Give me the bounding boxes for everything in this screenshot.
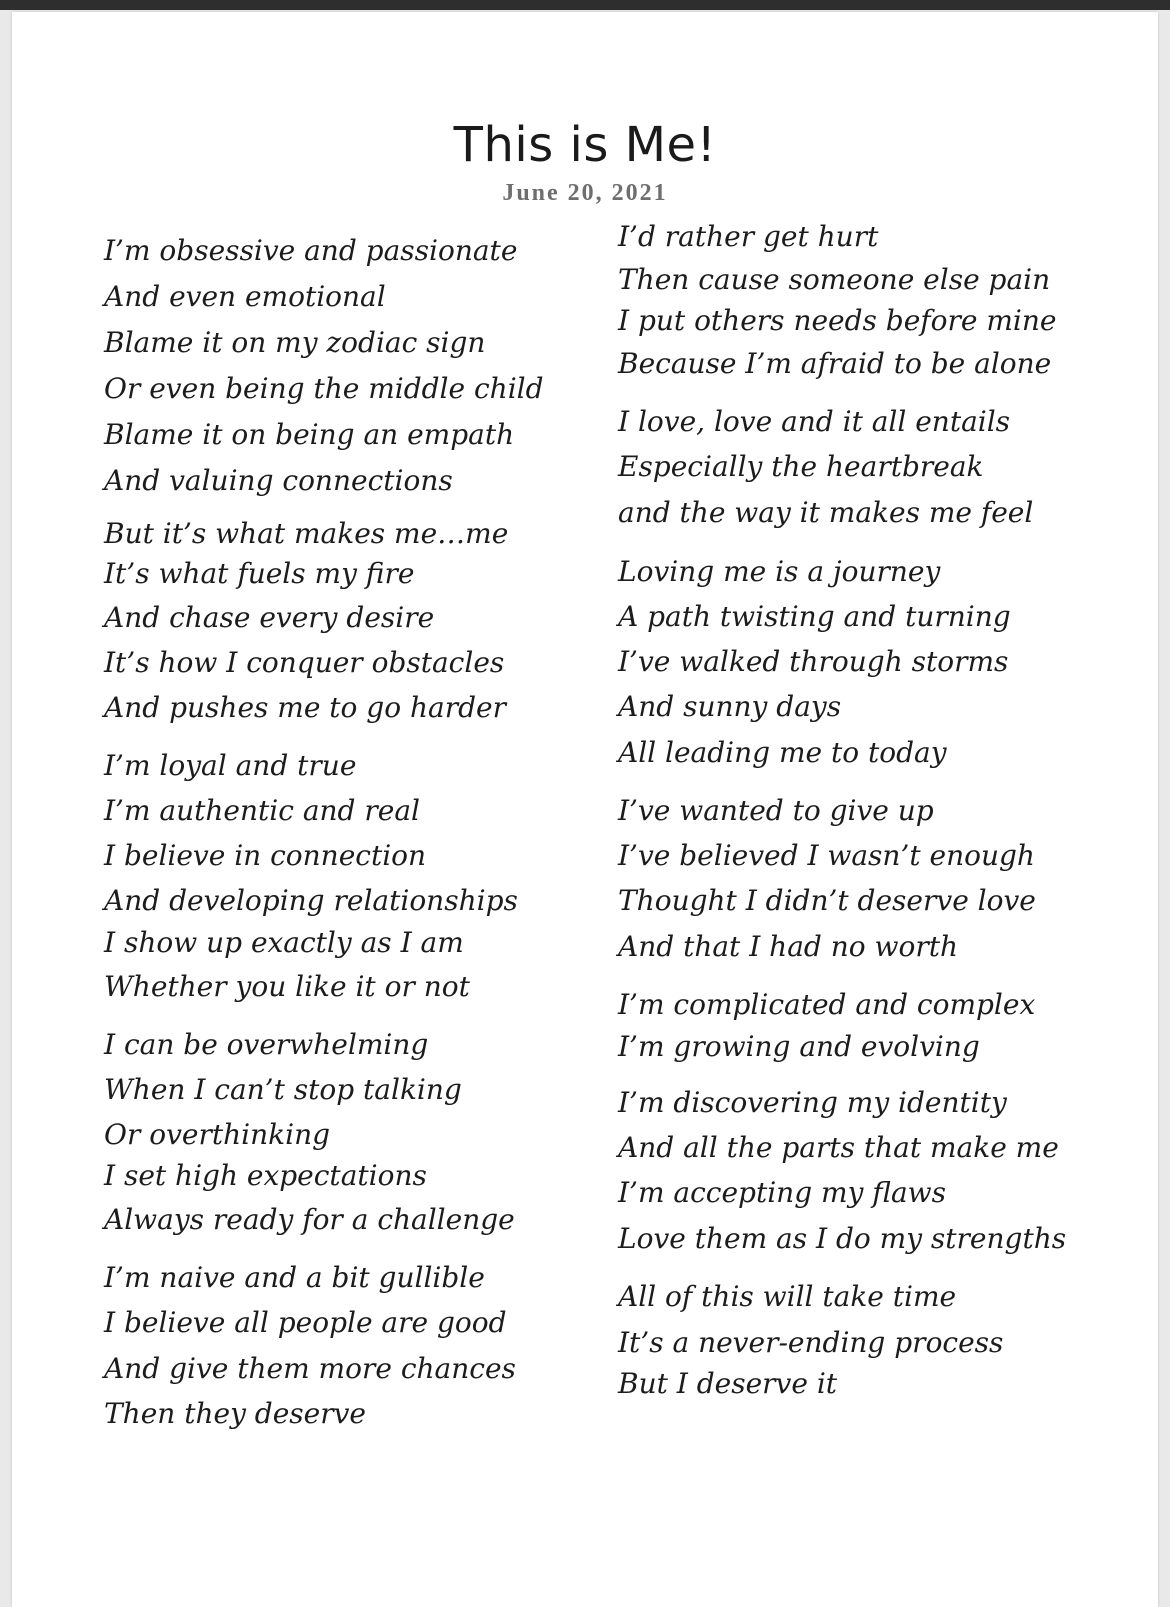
poem-left-column [104, 12, 624, 1607]
poem-line: It’s a never-ending process [618, 1326, 1004, 1359]
poem-line: And that I had no worth [618, 930, 959, 963]
poem-line: Blame it on my zodiac sign [104, 326, 486, 359]
poem-line: and the way it makes me feel [618, 496, 1034, 529]
poem-line: I’m accepting my flaws [618, 1176, 947, 1209]
poem-line: And developing relationships [104, 884, 518, 917]
poem-line: I set high expectations [104, 1159, 427, 1192]
poem-line: Or overthinking [104, 1118, 331, 1151]
poem-line: A path twisting and turning [618, 600, 1011, 633]
poem-line: Thought I didn’t deserve love [618, 884, 1036, 917]
poem-line: I believe in connection [104, 839, 427, 872]
poem-line: Then they deserve [104, 1397, 366, 1430]
poem-line: Always ready for a challenge [104, 1203, 515, 1236]
poem-line: I believe all people are good [104, 1306, 507, 1339]
poem-line: Or even being the middle child [104, 372, 544, 405]
page-date: June 20, 2021 [502, 180, 668, 206]
poem-line: I show up exactly as I am [104, 926, 464, 959]
poem-line: It’s how I conquer obstacles [104, 646, 505, 679]
poem-line: I’ve believed I wasn’t enough [618, 839, 1035, 872]
poem-line: I’ve walked through storms [618, 645, 1009, 678]
document-page [12, 12, 1158, 1607]
poem-line: I love, love and it all entails [618, 405, 1011, 438]
poem-line: I put others needs before mine [618, 304, 1057, 337]
page-title: This is Me! [453, 117, 717, 173]
poem-line: I’d rather get hurt [618, 220, 879, 253]
poem-line: And chase every desire [104, 601, 435, 634]
poem-line: All of this will take time [618, 1280, 957, 1313]
poem-line: It’s what fuels my fire [104, 557, 415, 590]
poem-line: I’m obsessive and passionate [104, 234, 518, 267]
poem-line: And give them more chances [104, 1352, 516, 1385]
poem-line: But I deserve it [618, 1367, 838, 1400]
poem-line: And valuing connections [104, 464, 453, 497]
poem-line: And even emotional [104, 280, 386, 313]
poem-line: Then cause someone else pain [618, 263, 1051, 296]
poem-line: I’m complicated and complex [618, 988, 1036, 1021]
poem-line: And all the parts that make me [618, 1131, 1059, 1164]
poem-line: Loving me is a journey [618, 555, 941, 588]
poem-line: Especially the heartbreak [618, 450, 984, 483]
window-top-bar [0, 0, 1170, 10]
poem-line: Because I’m afraid to be alone [618, 347, 1052, 380]
poem-line: Blame it on being an empath [104, 418, 515, 451]
poem-line: I’m authentic and real [104, 794, 420, 827]
poem-right-column [618, 12, 1138, 1607]
poem-line: I’ve wanted to give up [618, 794, 934, 827]
poem-line: Love them as I do my strengths [618, 1222, 1067, 1255]
poem-line: I’m loyal and true [104, 749, 357, 782]
poem-line: And sunny days [618, 690, 842, 723]
poem-line: I can be overwhelming [104, 1028, 429, 1061]
poem-line: I’m discovering my identity [618, 1086, 1007, 1119]
poem-line: When I can’t stop talking [104, 1073, 462, 1106]
poem-line: All leading me to today [618, 736, 947, 769]
poem-line: I’m naive and a bit gullible [104, 1261, 485, 1294]
poem-line: But it’s what makes me…me [104, 517, 509, 550]
poem-line: Whether you like it or not [104, 970, 470, 1003]
poem-line: And pushes me to go harder [104, 691, 506, 724]
poem-line: I’m growing and evolving [618, 1030, 980, 1063]
